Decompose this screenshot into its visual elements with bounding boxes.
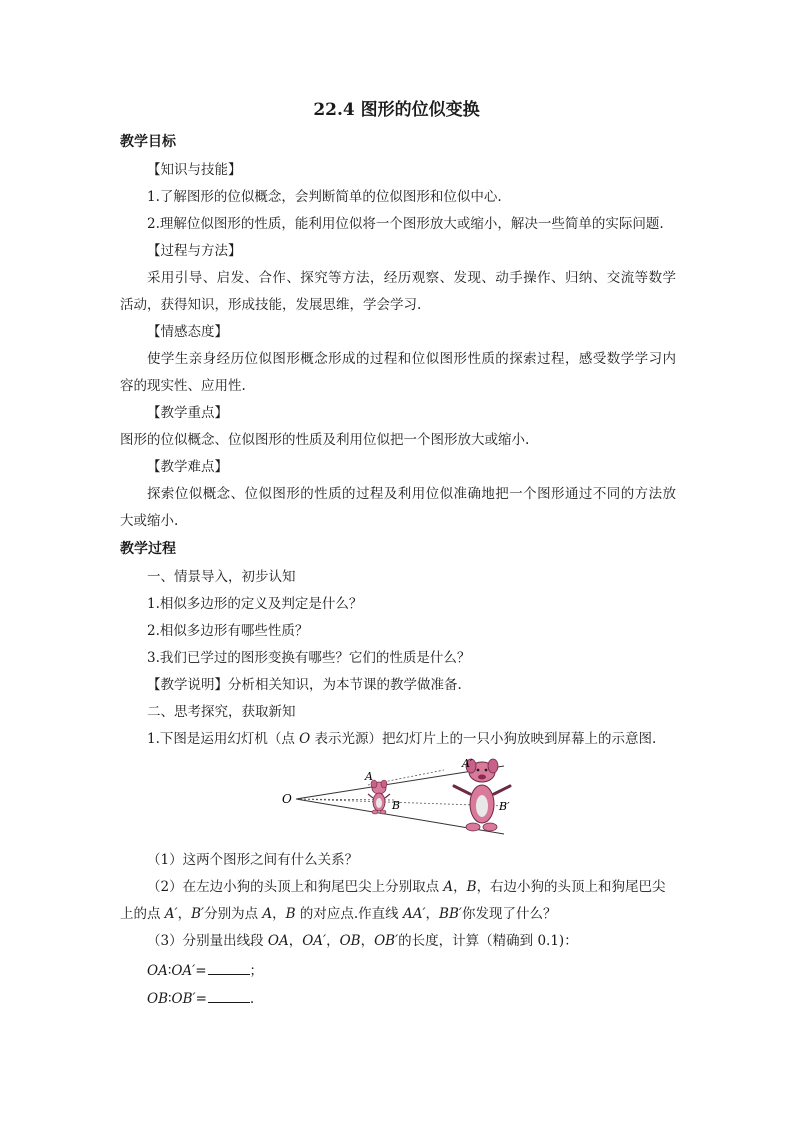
figure-intro-text-end: 表示光源）把幻灯片上的一只小狗放映到屏幕上的示意图. (310, 731, 657, 747)
teaching-note-text: 分析相关知识，为本节课的教学做准备. (228, 677, 462, 693)
period: . (249, 991, 255, 1007)
figure-question-2-line-2 (120, 904, 676, 924)
label-a-prime: A′ (462, 758, 473, 770)
subheading-focus: 【教学重点】 (147, 405, 228, 421)
segment-ob-prime: OB′ (171, 991, 196, 1007)
comma: ， (360, 933, 375, 949)
comma: ， (288, 933, 303, 949)
process-text-line-2: 活动，获得知识，形成技能，发展思维，学会学习. (120, 297, 422, 313)
knowledge-item-1: 1.了解图形的位似概念，会判断简单的位似图形和位似中心. (147, 189, 502, 205)
question-1: 1.相似多边形的定义及判定是什么？ (147, 596, 363, 612)
figure-intro-point-o: O (299, 731, 311, 747)
point-a: A (262, 906, 273, 922)
figure-question-2-line-1 (147, 877, 676, 897)
answer-blank-ob[interactable] (208, 988, 250, 1003)
step-2-heading: 二、思考探究，获取新知 (147, 704, 296, 720)
segment-oa: OA (267, 933, 289, 949)
teaching-note (147, 675, 676, 695)
difficulty-text-line-1: 探索位似概念、位似图形的性质的过程及利用位似准确地把一个图形通过不同的方法放 (147, 486, 676, 502)
focus-text: 图形的位似概念、位似图形的性质及利用位似把一个图形放大或缩小. (120, 432, 530, 448)
figure-intro (147, 729, 676, 749)
difficulty-text-line-2: 大或缩小. (120, 513, 179, 529)
comma: ， (425, 906, 440, 922)
text: ，右边小狗的头顶上和狗尾巴尖 (476, 879, 666, 895)
text: 你发现了什么？ (461, 906, 557, 922)
comma: ， (453, 879, 467, 895)
answer-blank-oa[interactable] (208, 960, 250, 975)
text: （3）分别量出线段 (147, 933, 268, 949)
equals-sign: = (195, 991, 207, 1007)
label-o: O (282, 792, 292, 806)
segment-oa-prime: OA′ (302, 933, 327, 949)
ratio-sign: ∶ (167, 963, 172, 979)
subheading-knowledge: 【知识与技能】 (147, 162, 242, 178)
segment-ob: OB (339, 933, 361, 949)
knowledge-item-2: 2.理解位似图形的性质，能利用位似将一个图形放大或缩小，解决一些简单的实际问题. (147, 216, 664, 232)
teaching-note-label: 【教学说明】 (147, 677, 228, 693)
section-heading-objectives: 教学目标 (120, 134, 176, 150)
section-heading-process: 教学过程 (120, 541, 176, 557)
ratio-ob (147, 988, 676, 1009)
segment-ob: OB (147, 991, 168, 1007)
text: 的对应点.作直线 (295, 906, 403, 922)
point-a-prime: A′ (164, 906, 178, 922)
small-dog-icon (368, 780, 390, 814)
comma: ， (326, 933, 340, 949)
text: 上的点 (120, 906, 165, 922)
subheading-difficulty: 【教学难点】 (147, 459, 228, 475)
text: 分别为点 (204, 906, 263, 922)
point-a: A (443, 879, 454, 895)
figure-question-3 (147, 931, 676, 951)
comma: ， (177, 906, 192, 922)
text: 的长度，计算（精确到 0.1)： (398, 933, 578, 949)
projector-figure (276, 758, 516, 840)
point-b: B (285, 906, 296, 922)
segment-oa: OA (147, 963, 168, 979)
label-a: A (365, 770, 373, 783)
ratio-sign: ∶ (168, 991, 172, 1007)
equals-sign: = (195, 963, 207, 979)
emotion-text-line-1: 使学生亲身经历位似图形概念形成的过程和位似图形性质的探索过程，感受数学学习内 (147, 351, 676, 367)
figure-question-1: （1）这两个图形之间有什么关系？ (147, 852, 359, 868)
point-b: B (466, 879, 477, 895)
text: （2）在左边小狗的头顶上和狗尾巴尖上分别取点 (147, 879, 444, 895)
process-text-line-1: 采用引导、启发、合作、探究等方法，经历观察、发现、动手操作、归纳、交流等数学 (147, 270, 676, 286)
question-2: 2.相似多边形有哪些性质？ (147, 623, 309, 639)
ratio-oa (147, 960, 676, 981)
question-3: 3.我们已学过的图形变换有哪些？它们的性质是什么？ (147, 650, 471, 666)
figure-intro-text: 1.下图是运用幻灯机（点 (147, 731, 300, 747)
subheading-emotion: 【情感态度】 (147, 324, 228, 340)
emotion-text-line-2: 容的现实性、应用性. (120, 378, 246, 394)
line-aa: AA′ (402, 906, 426, 922)
semicolon: ； (249, 963, 264, 979)
label-b: B (392, 799, 401, 812)
step-1-heading: 一、情景导入，初步认知 (147, 569, 296, 585)
point-b-prime: B′ (191, 906, 205, 922)
line-bb: BB′ (439, 906, 462, 922)
segment-ob-prime: OB′ (374, 933, 399, 949)
subheading-process: 【过程与方法】 (147, 243, 242, 259)
label-b-prime: B′ (499, 800, 510, 813)
comma: ， (272, 906, 286, 922)
segment-oa-prime: OA′ (171, 963, 196, 979)
page-title: 22.4 图形的位似变换 (313, 100, 480, 120)
